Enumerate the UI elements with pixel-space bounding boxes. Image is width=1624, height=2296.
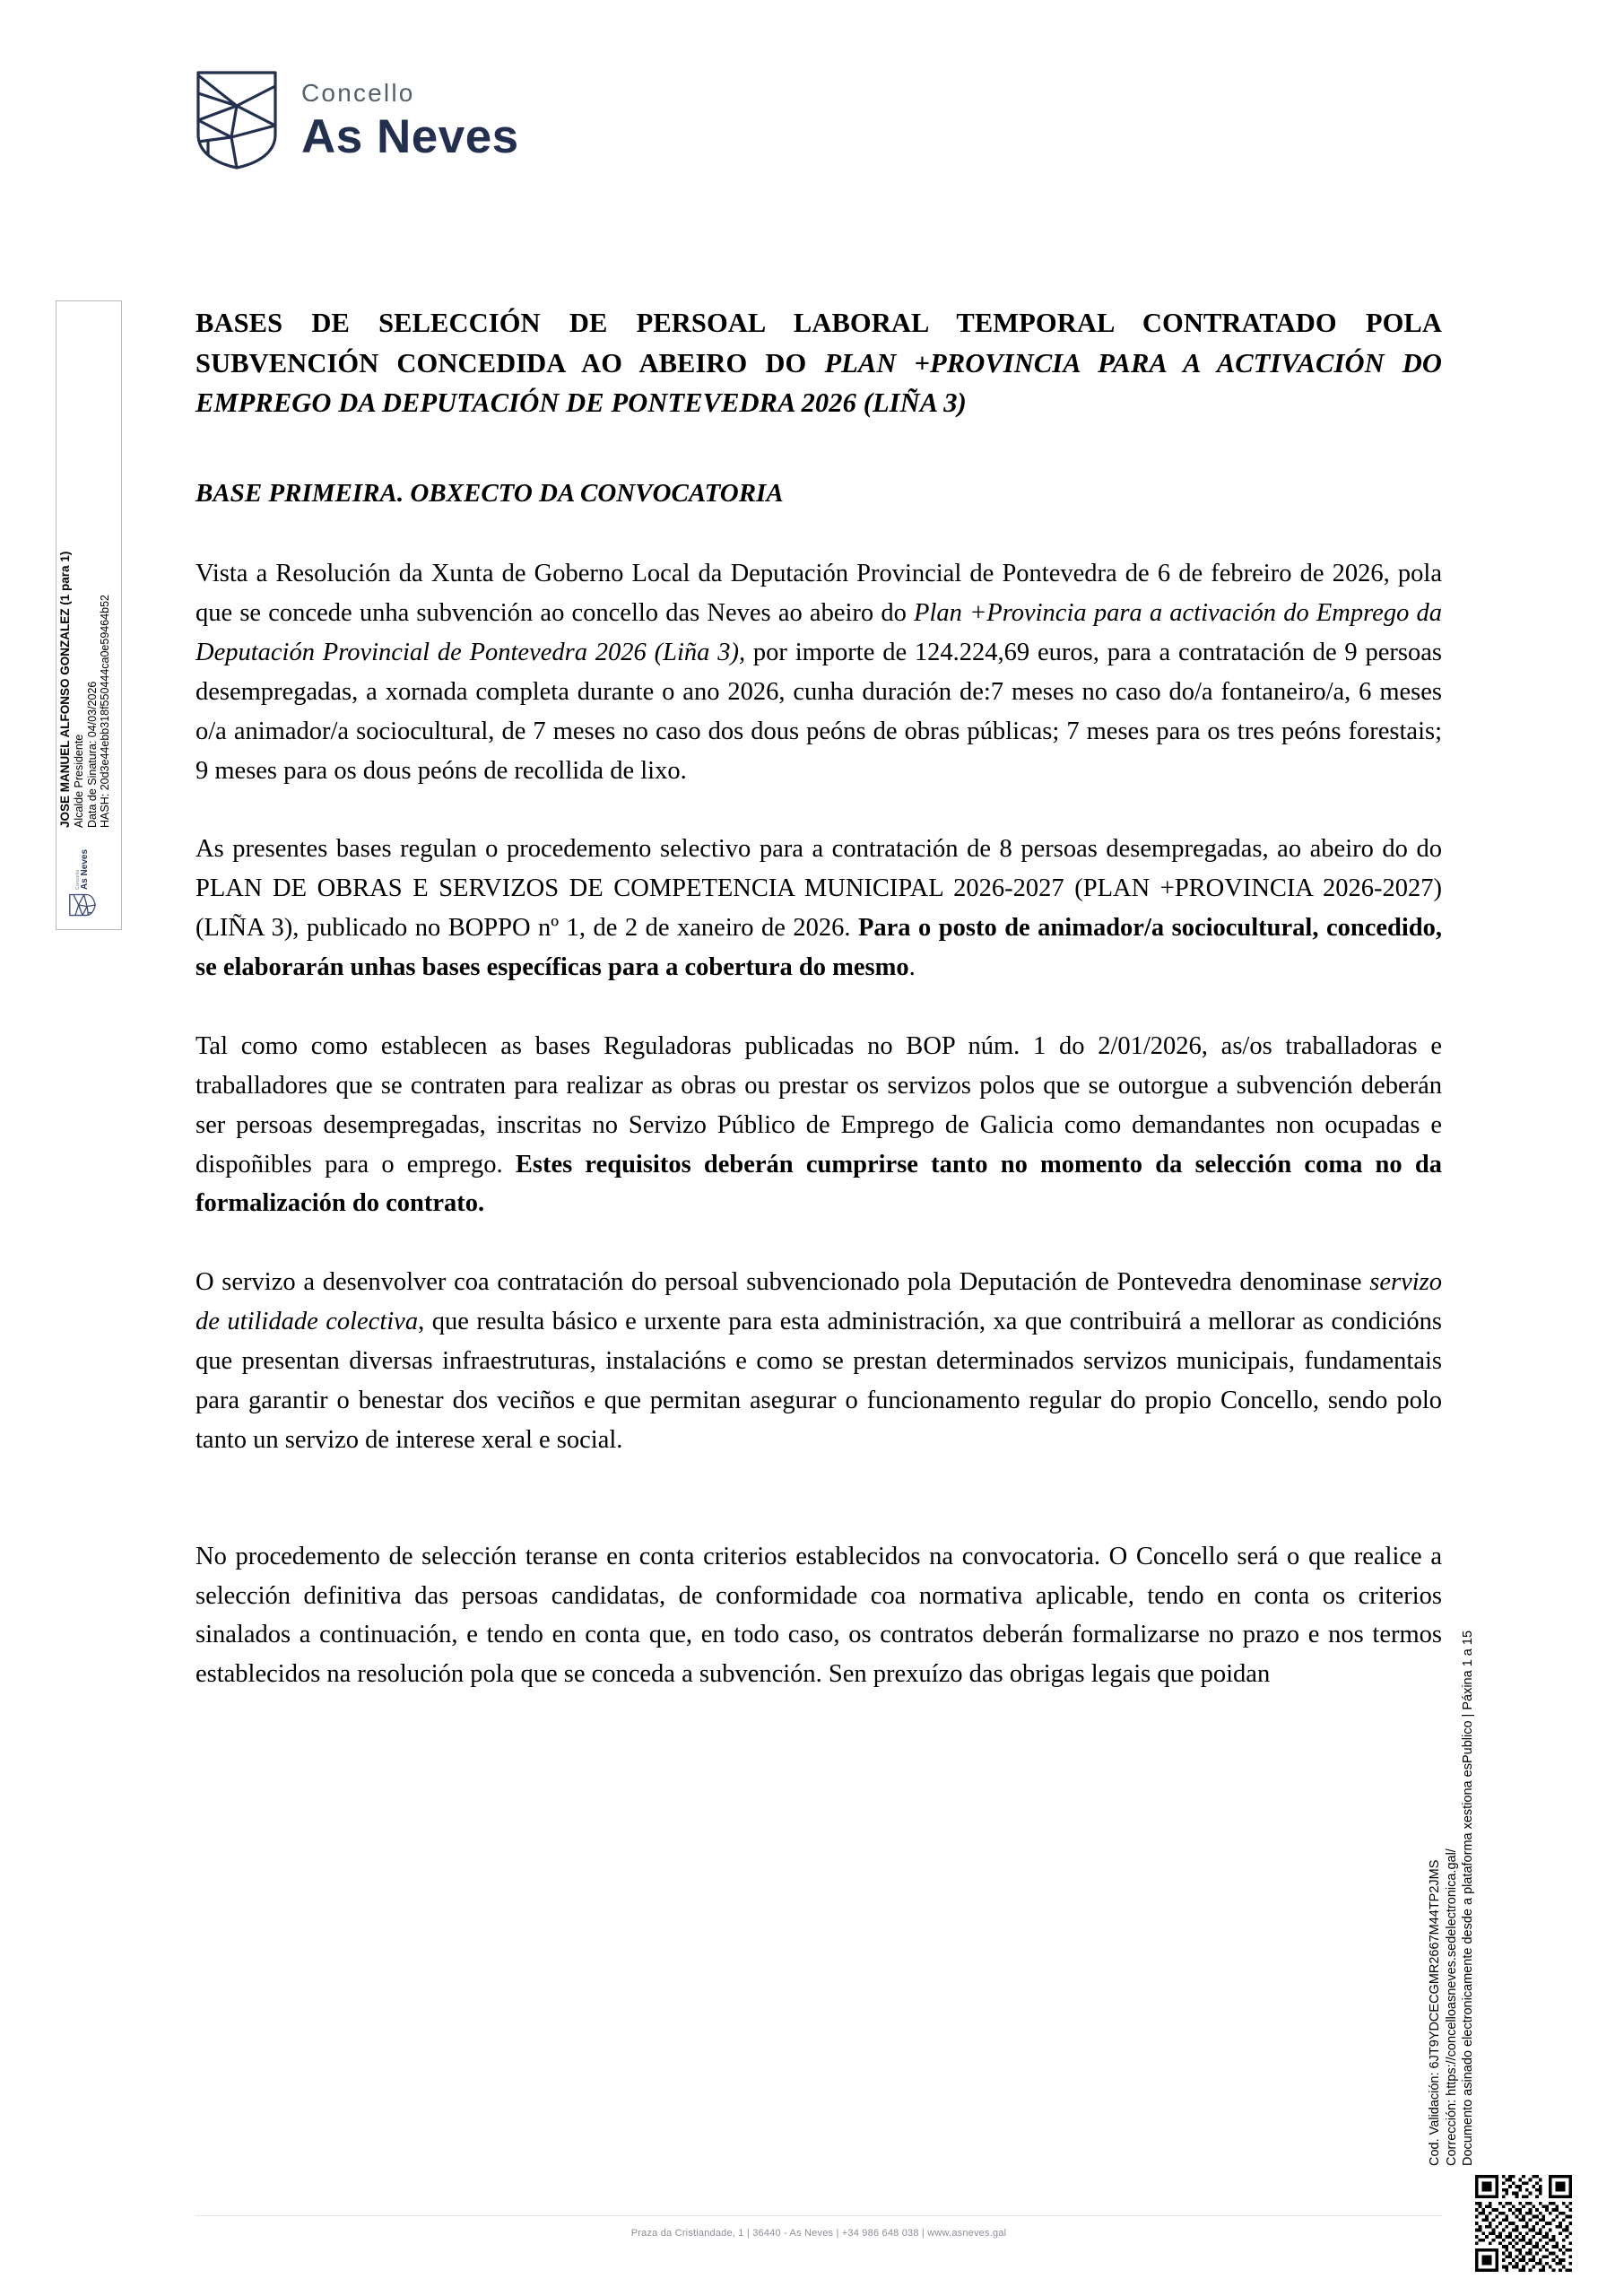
p1-seg-a: Vista a Resolución da Xunta de Goberno Local da Deputación Provincial de Pontevedra de 6 de febreiro de 2026, pola que se concede unha subvención ao concello das Neves ao abeiro do (195, 560, 1442, 628)
p2-seg-c: . (908, 953, 916, 982)
validation-sidebar (1428, 1395, 1570, 2166)
page-title (195, 303, 1442, 423)
logo-line-concello: Concello (301, 78, 415, 107)
title-part-roman: BASES DE SELECCIÓN DE PERSOAL LABORAL TEMPORAL CONTRATADO POLA SUBVENCIÓN CONCEDIDA AO ABEIRO DO (195, 308, 1442, 378)
header-logo (195, 70, 519, 170)
paragraph-bases-reguladoras (195, 1027, 1442, 1223)
signature-mini-logo (69, 849, 96, 917)
as-neves-crest-icon (69, 893, 96, 917)
p4-seg-b-italic: servizo de utilidade colectiva (195, 1268, 1442, 1336)
paragraph-servizo-utilidade (195, 1263, 1442, 1459)
signature-date: Data de Sinatura: 04/03/2026 (85, 681, 99, 828)
signer-name: JOSE MANUEL ALFONSO GONZALEZ (1 para 1) (58, 551, 72, 828)
paragraph-procedemento-seleccion: No procedemento de selección teranse en conta criterios establecidos na convocatoria. O Concello será o que realice a selección definitiva das persoas candidatas, de conformidade coa normativa aplicable, tendo en conta os criterios sinalados a continuación, e tendo en conta que, en todo caso, os contratos deberán formalizarse no prazo e nos termos establecidos na resolución pola que se conceda a subvención. Sen prexuízo das obrigas legais que poidan (195, 1542, 1442, 1689)
signature-mini-logo-line1: Concello (74, 869, 81, 890)
p2-seg-a: As presentes bases regulan o procedemento selectivo para a contratación de 8 persoas desempregadas, ao abeiro do do PLAN DE OBRAS E SERVIZOS DE COMPETENCIA MUNICIPAL 2026-2027 (PLAN +PROVINCIA 2026-2027) (LIÑA 3), publicado no BOPPO nº 1, de 2 de xaneiro de 2026. (195, 835, 1442, 943)
qr-code-icon (1475, 2175, 1572, 2272)
document-body (195, 303, 1442, 1734)
p1-seg-b-italic: Plan +Provincia para a activación do Emprego da Deputación Provincial de Pontevedra 2026 (Liña 3), (195, 599, 1443, 666)
section-heading-base-primeira: BASE PRIMEIRA. OBXECTO DA CONVOCATORIA (195, 478, 784, 508)
title-part-italic: PLAN +PROVINCIA PARA A ACTIVACIÓN DO EMPREGO DA DEPUTACIÓN DE PONTEVEDRA 2026 (LIÑA 3) (195, 347, 1443, 419)
header-logo-text (301, 78, 519, 163)
p4-seg-a: O servizo a desenvolver coa contratación do persoal subvencionado pola Deputación de Pontevedra denominase (195, 1268, 1370, 1297)
as-neves-crest-icon (195, 70, 278, 170)
p3-seg-b-bold: Estes requisitos deberán cumprirse tanto no momento da selección coma no da formalización do contrato. (195, 1150, 1442, 1218)
p1-seg-c: por importe de 124.224,69 euros, para a contratación de 9 persoas desempregadas, a xornada completa durante o ano 2026, cunha duración de:7 meses no caso do/a fontaneiro/a, 6 meses o/a animador/a sociocultural, de 7 meses no caso dos dous peóns de obras públicas; 7 meses para os tres peóns forestais; 9 meses para os dous peóns de recollida de lixo. (195, 638, 1442, 785)
paragraph-bases-regulan (195, 830, 1442, 987)
logo-line-as-neves: As Neves (301, 109, 519, 163)
signature-mini-logo-line2: As Neves (79, 848, 90, 890)
signature-details (58, 552, 112, 828)
validation-url: Corrección: https://concelloasneves.sedelectronica.gal/ (1444, 1848, 1459, 2166)
signature-hash: HASH: 20d3e44ebb318f550444ca0e59464b52 (99, 595, 112, 828)
paragraph-objeto (195, 554, 1442, 790)
footer-divider (195, 2215, 1442, 2216)
footer-address: Praza da Cristiandade, 1 | 36440 - As Neves | +34 986 648 038 | www.asneves.gal (630, 2228, 1007, 2239)
p4-seg-c: , que resulta básico e urxente para esta administración, xa que contribuirá a mellorar as condicións que presentan diversas infraestruturas, instalacións e como se prestan determinados servizos municipais, fundamentais para garantir o benestar dos veciños e que permitan asegurar o funcionamento regular do propio Concello, sendo polo tanto un servizo de interese xeral e social. (195, 1308, 1443, 1454)
validation-platform-note: Documento asinado electronicamente desde a plataforma xestiona esPublico | Páxina 1 a 15 (1461, 1630, 1476, 2166)
p2-seg-b-bold: Para o posto de animador/a sociocultural, concedido, se elaborarán unhas bases específicas para a cobertura do mesmo (195, 914, 1442, 982)
p3-seg-a: Tal como como establecen as bases Reguladoras publicadas no BOP núm. 1 do 2/01/2026, as/os traballadoras e traballadores que se contraten para realizar as obras ou prestar os servizos polos que se outorgue a subvención deberán ser persoas desempregadas, inscritas no Servizo Público de Emprego de Galicia como demandantes non ocupadas e dispoñibles para o emprego. (195, 1031, 1442, 1178)
signature-stamp-box (56, 300, 122, 930)
validation-code: Cod. Validación: 6JT9YDCECGMR2667M44TP2JMS (1428, 1859, 1442, 2166)
signer-role: Alcalde Presidente (72, 734, 85, 828)
